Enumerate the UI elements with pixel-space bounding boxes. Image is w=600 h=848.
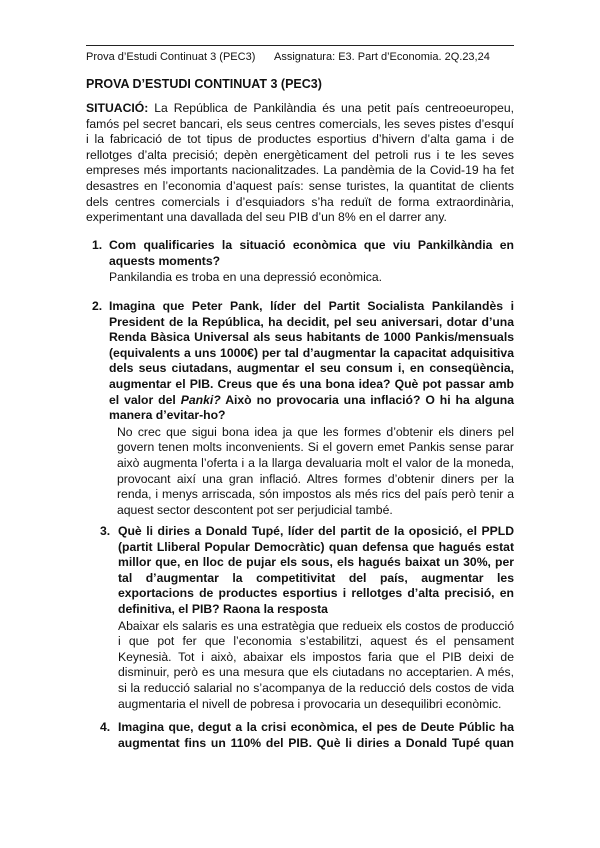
situation-text: La República de Pankilàndia és una petit país centreoeuropeu, famós pel secret bancari, els seus centres comercials, les seves pistes d’esquí i la fabricació de tot tipus de productes esportius d’hivern d’alta gama i de rellotges d’alta precisió; depèn energèticament del petroli rus i te les seves empreses més importants nacionalitzades. La pandèmia de la Covid-19 ha fet desastres en l’economia d’aquest país: sense turistes, la quantitat de clients dels centres comercials i d’esquiadors s’ha reduït de forma extraordinària, experimentant una davallada del seu PIB d’un 8% en el darrer any.: [86, 101, 514, 225]
question-text-line-2: augmentat fins un 110% del PIB. Què li diries a Donald Tupé quan: [118, 735, 514, 750]
header-course: Prova d’Estudi Continuat 3 (PEC3): [86, 51, 256, 63]
page-title: PROVA D’ESTUDI CONTINUAT 3 (PEC3): [86, 77, 322, 91]
question-text-italic: Panki?: [180, 392, 221, 407]
question-3: [100, 524, 514, 712]
question-text: Què li diries a Donald Tupé, líder del partit de la oposició, el PPLD (partit Lliberal Popular Democràtic) quan defensa que hagués estat millor que, en lloc de pujar els sous, els hagués baixat un 30%, per tal d’augmentar la competitivitat del país, augmentar les exportacions de productes esportius i rellotges d’alta precisió, en definitiva, el PIB? Raona la resposta: [118, 524, 514, 616]
question-text: [118, 720, 514, 751]
question-1: [92, 238, 514, 286]
header-rule: [86, 45, 514, 46]
situation-paragraph: [86, 101, 514, 226]
question-text: [109, 299, 514, 424]
question-text-line-1: Imagina que, degut a la crisi econòmica, el pes de Deute Públic ha: [118, 720, 514, 734]
question-4: [100, 720, 514, 751]
situation-label: SITUACIÓ:: [86, 101, 149, 115]
question-2: [92, 299, 514, 518]
question-number: 4.: [100, 720, 111, 734]
question-text-part1: Imagina que Peter Pank, líder del Partit Socialista Pankilandès i President de la República, ha decidit, pel seu aniversari, dotar d’una Renda Bàsica Universal als seus habitants de 1000 Pankis/mensuals (equivalents a uns 1000€) per tal d’augmentar la capacitat adquisitiva dels seus ciutadans, augmentar el seu consum i, en conseqüència, augmentar el PIB. Creus que és una bona idea? Què pot passar amb el valor del: [109, 299, 514, 407]
answer-text: No crec que sigui bona idea ja que les formes d’obtenir els diners pel govern tenen molts inconvenients. Si el govern emet Pankis sense parar això augmenta l’oferta i a la llarga devaluaria molt el valor de la moneda, provocant així una gran inflació. Altres formes d’obtenir diners per la renda, i menys arriscada, són impostos als més rics del país però tenir a aquest sector descontent pot ser perjudicial també.: [117, 424, 514, 517]
question-text-part2: Això no provocaria una inflació? O hi ha alguna manera d’evitar-ho?: [109, 392, 514, 423]
answer-text: Pankilandia es troba en una depressió econòmica.: [109, 270, 383, 285]
header-subject: Assignatura: E3. Part d’Economia. 2Q.23,24: [274, 51, 490, 63]
question-text: Com qualificaries la situació econòmica que viu Pankilkàndia en aquests moments?: [109, 238, 514, 268]
question-number: 2.: [92, 299, 103, 313]
question-number: 3.: [100, 524, 111, 538]
answer-text: Abaixar els salaris es una estratègia que redueix els costos de producció i que pot fer que l’economia s’estabilitzi, aquest és el pensament Keynesià. Tot i això, abaixar els impostos faria que el PIB deixi de disminuir, però es una mesura que els ciutadans no acceptarien. A més, si la reducció salarial no s’acompanya de la reducció dels costos de vida augmentaria el nivell de pobresa i provocaria un desequilibri econòmic.: [118, 618, 514, 711]
question-number: 1.: [92, 238, 103, 252]
